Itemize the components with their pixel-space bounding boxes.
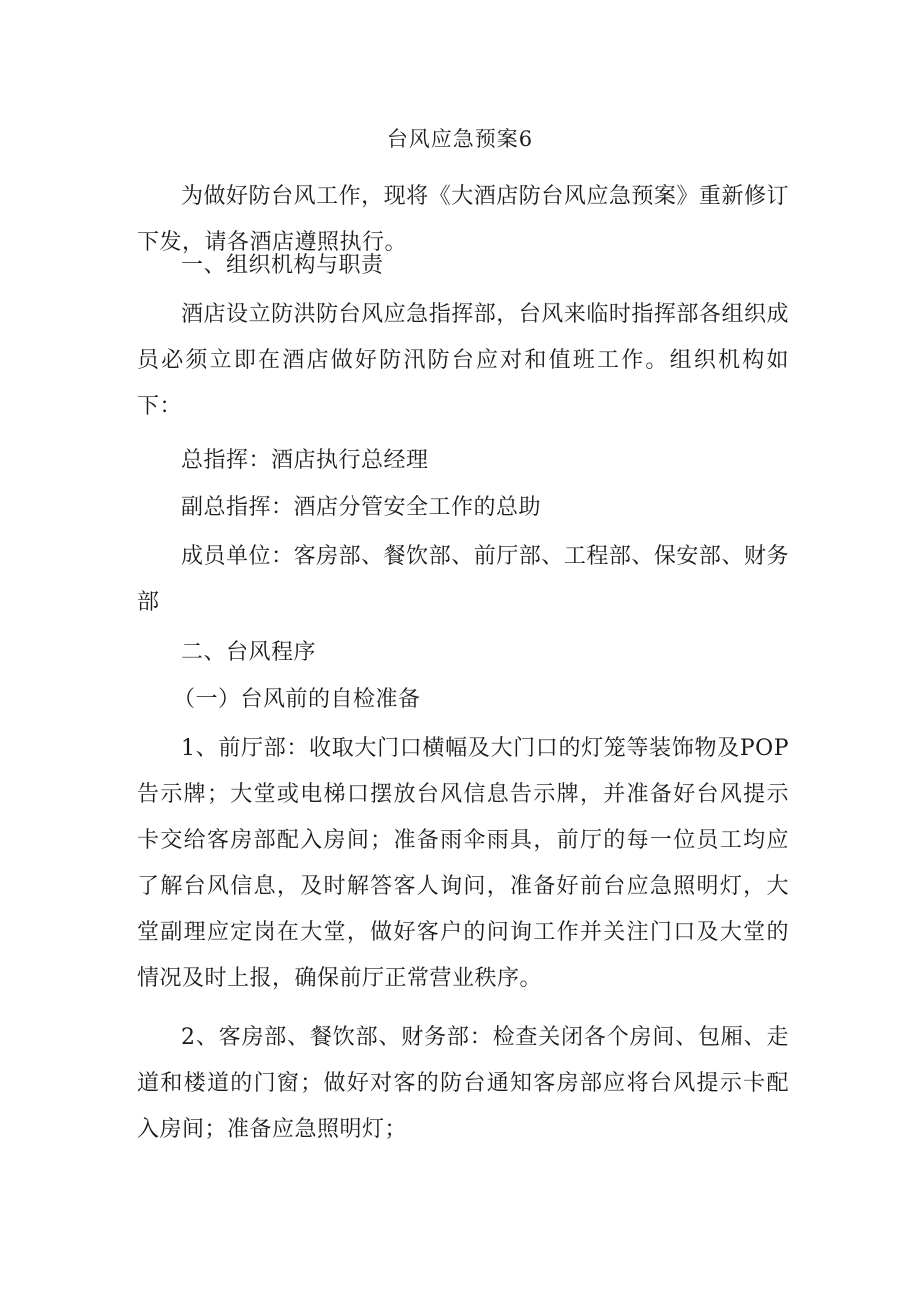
front-office-paragraph: 1、前厅部：收取大门口横幅及大门口的灯笼等装饰物及POP告示牌；大堂或电梯口摆放台风信息告示牌，并准备好台风提示卡交给客房部配入房间；准备雨伞雨具，前厅的每一位员工均应了解台风信息，及时解答客人询问，准备好前台应急照明灯，大堂副理应定岗在大堂，做好客户的问询工作并关注门口及大堂的情况及时上报，确保前厅正常营业秩序。 xyxy=(137,736,789,991)
subsection-heading-preparation: （一）台风前的自检准备 xyxy=(173,687,421,712)
intro-paragraph: 为做好防台风工作，现将《大酒店防台风应急预案》重新修订下发，请各酒店遵照执行。 xyxy=(137,184,789,255)
member-units-paragraph: 成员单位：客房部、餐饮部、前厅部、工程部、保安部、财务部 xyxy=(137,544,789,615)
housekeeping-paragraph: 2、客房部、餐饮部、财务部：检查关闭各个房间、包厢、走道和楼道的门窗；做好对客的防台通知客房部应将台风提示卡配入房间；准备应急照明灯； xyxy=(137,1025,789,1142)
deputy-commander-line: 副总指挥：酒店分管安全工作的总助 xyxy=(181,495,542,520)
section-heading-organization: 一、组织机构与职责 xyxy=(181,253,384,278)
document-title: 台风应急预案6 xyxy=(386,127,534,151)
organization-paragraph: 酒店设立防洪防台风应急指挥部，台风来临时指挥部各组织成员必须立即在酒店做好防汛防台应对和值班工作。组织机构如下： xyxy=(137,302,789,419)
commander-line: 总指挥：酒店执行总经理 xyxy=(181,448,429,473)
section-heading-procedure: 二、台风程序 xyxy=(181,640,317,665)
